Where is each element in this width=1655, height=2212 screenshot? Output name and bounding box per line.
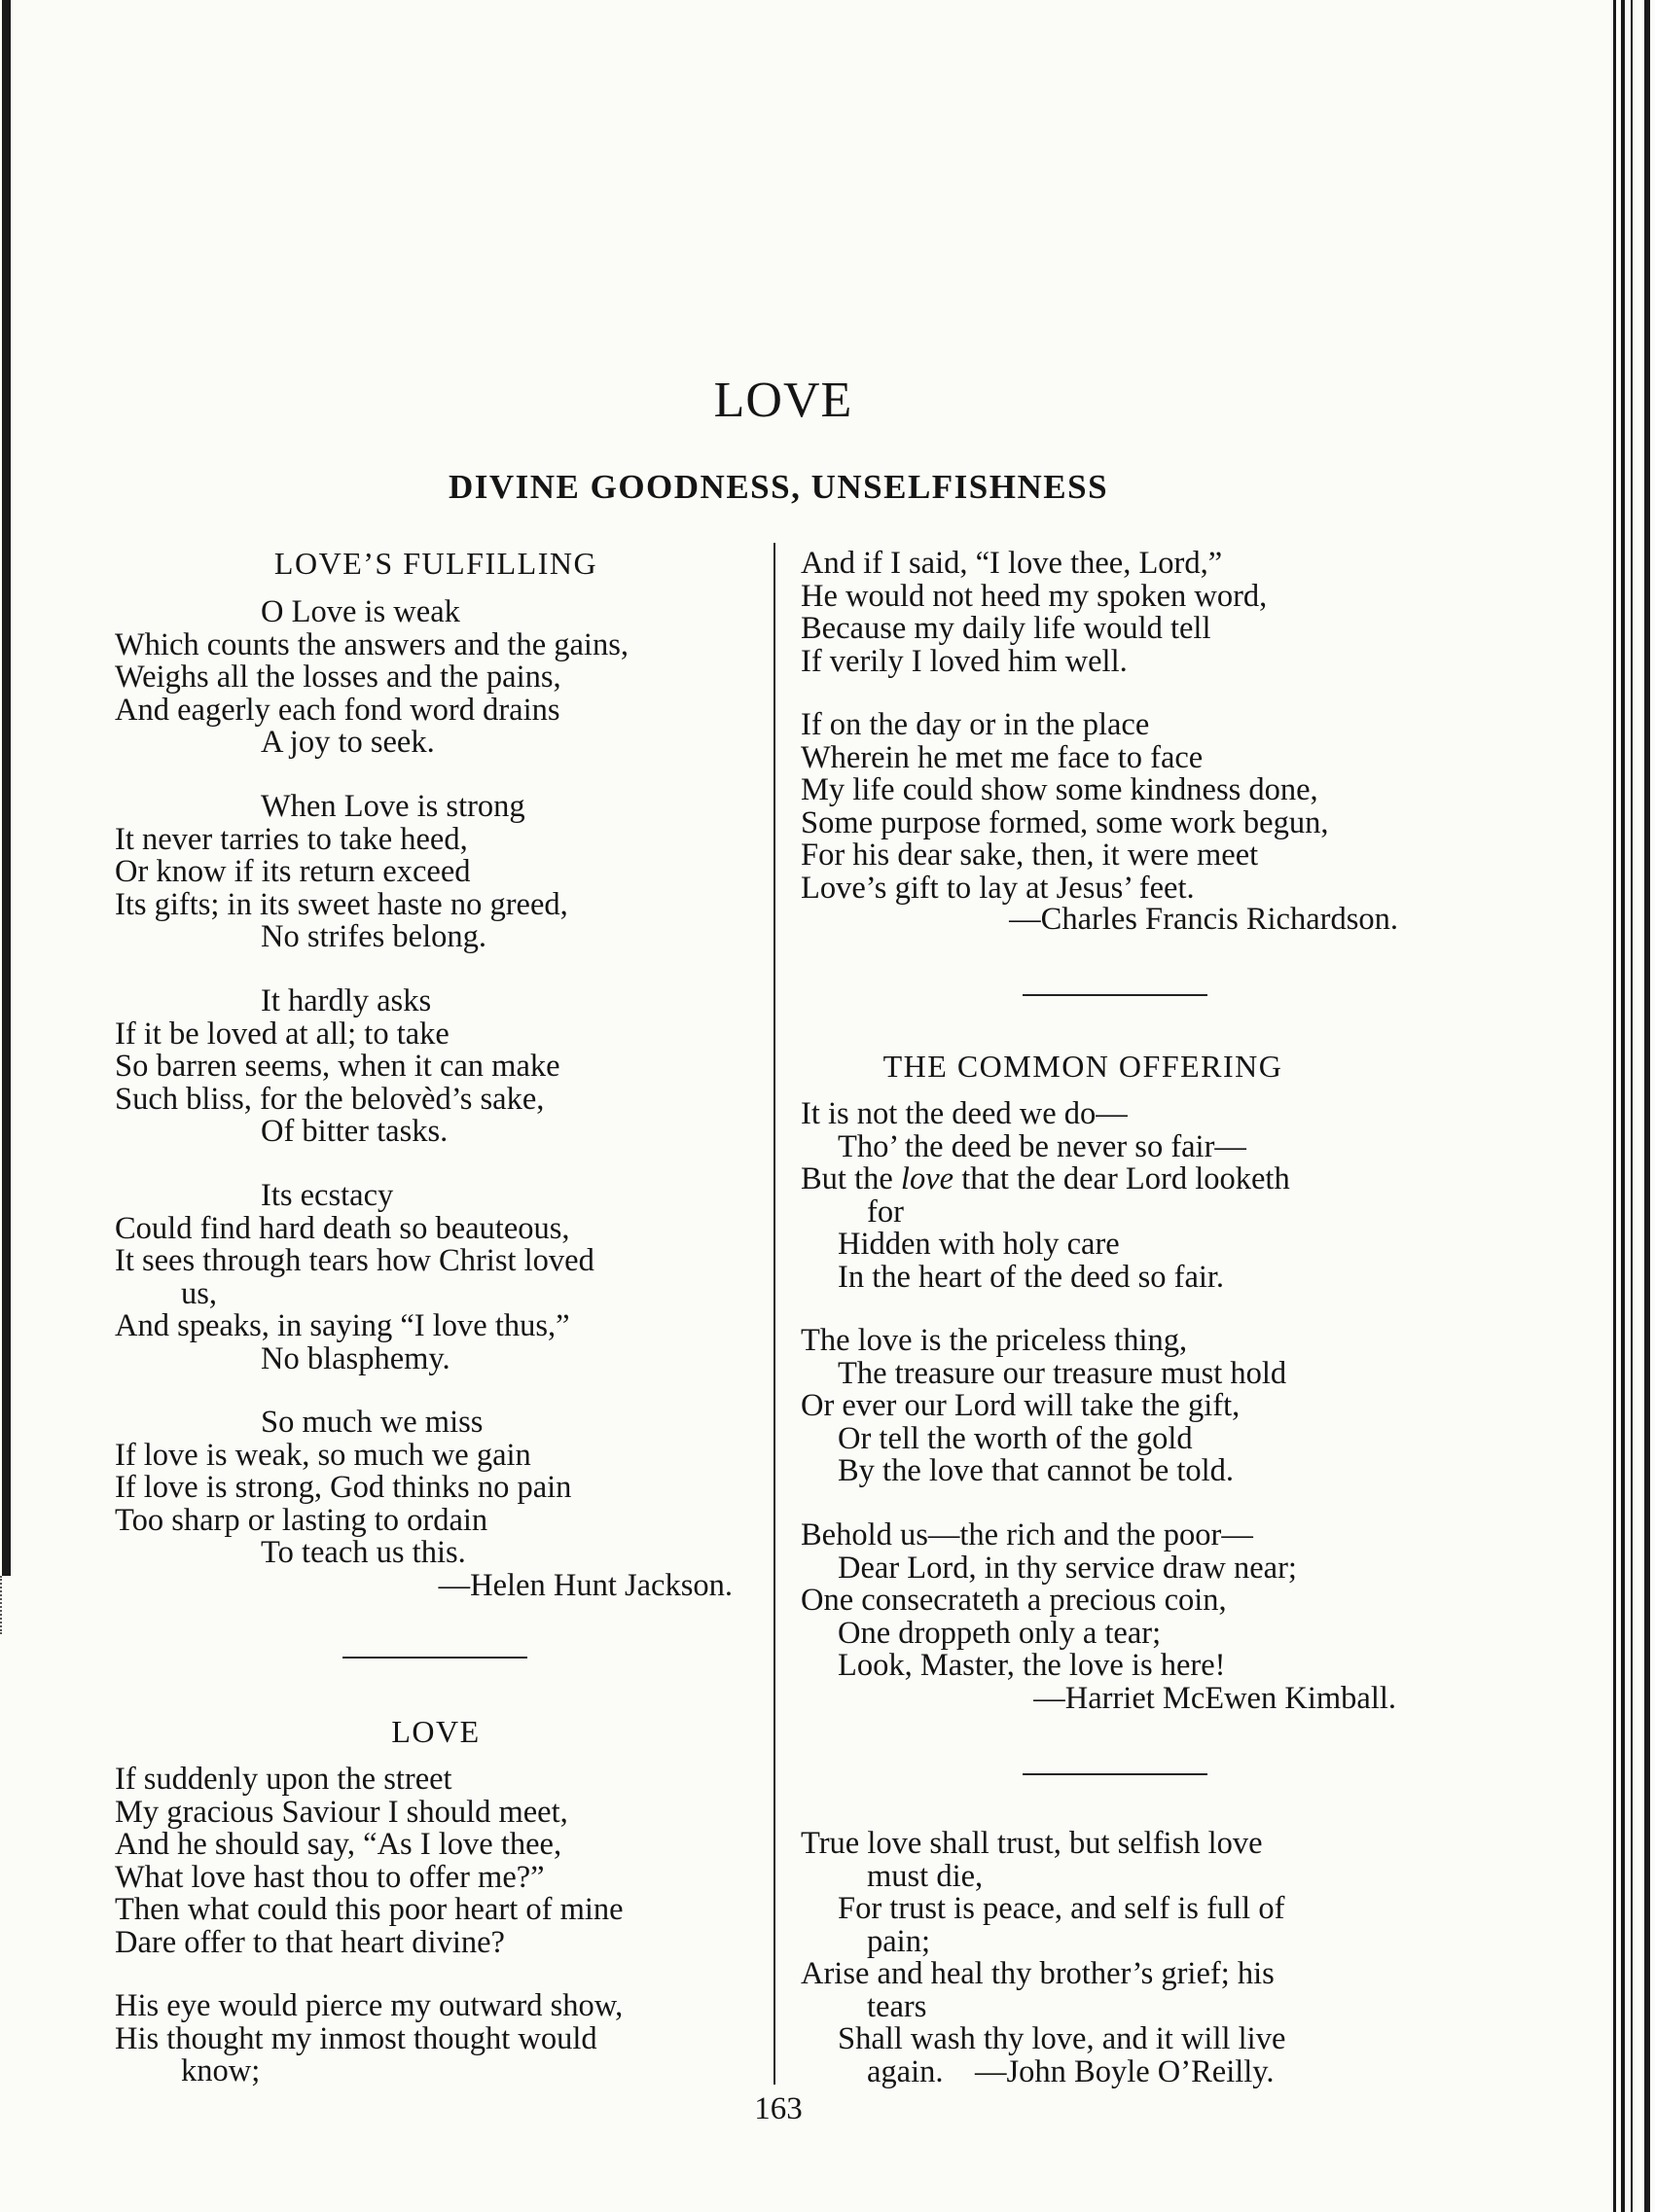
poem-line: Too sharp or lasting to ordain: [115, 1502, 488, 1538]
poem-line: His eye would pierce my outward show,: [115, 1988, 624, 2023]
poem-line: know;: [181, 2053, 261, 2088]
poem-line: Because my daily life would tell: [801, 611, 1211, 646]
poem-line: If verily I loved him well.: [801, 643, 1128, 679]
stanza: [801, 1519, 1462, 1683]
poem-line: must die,: [867, 1858, 984, 1894]
poem-line: And speaks, in saying “I love thus,”: [115, 1308, 570, 1343]
poem-line: For his dear sake, then, it were meet: [801, 838, 1259, 873]
poem-line: One consecrateth a precious coin,: [801, 1583, 1227, 1618]
poem-line: Tho’ the deed be never so fair—: [838, 1128, 1246, 1164]
stanza: [115, 985, 757, 1149]
stanza: [115, 1180, 757, 1375]
poem-author: —Charles Francis Richardson.: [1009, 902, 1398, 937]
page-edge-specks: [0, 1576, 5, 1634]
stanza: [115, 1407, 757, 1570]
page-binding-edge-left: [2, 0, 11, 1576]
section-rule: [342, 1657, 527, 1659]
stanza: [801, 548, 1462, 678]
page-edge-right-line: [1621, 0, 1625, 2212]
poem-line: [801, 1163, 1462, 1196]
poem-line: My life could show some kindness done,: [801, 772, 1318, 807]
poem-line: In the heart of the deed so fair.: [838, 1259, 1225, 1295]
poem-line: No blasphemy.: [261, 1340, 450, 1376]
poem-line: pain;: [867, 1923, 930, 1959]
poem-title-common-offering: THE COMMON OFFERING: [882, 1049, 1283, 1084]
poem-author: —Harriet McEwen Kimball.: [1033, 1681, 1396, 1716]
poem-line: Weighs all the losses and the pains,: [115, 660, 561, 695]
page-title: LOVE: [713, 373, 853, 428]
poem-line: Its ecstacy: [261, 1178, 394, 1213]
poem-line: Then what could this poor heart of mine: [115, 1892, 624, 1927]
poem-line: To teach us this.: [261, 1535, 466, 1570]
poem-line: The treasure our treasure must hold: [838, 1355, 1287, 1391]
poem-line: If on the day or in the place: [801, 707, 1150, 742]
poem-line: So much we miss: [261, 1405, 484, 1440]
poem-line: Could find hard death so beauteous,: [115, 1210, 570, 1246]
section-rule: [1023, 1773, 1207, 1775]
poem-line: O Love is weak: [261, 594, 460, 629]
poem-line: [801, 2053, 1462, 2089]
stanza: [801, 1325, 1462, 1488]
poem-line-part: that the dear Lord looketh: [961, 1161, 1290, 1196]
poem-line: No strifes belong.: [261, 919, 486, 954]
poem-author: —John Boyle O’Reilly.: [975, 2053, 1275, 2089]
poem-line: It sees through tears how Christ loved: [115, 1243, 594, 1278]
poem-line: Love’s gift to lay at Jesus’ feet.: [801, 870, 1195, 906]
poem-line: When Love is strong: [261, 789, 525, 824]
poem-line: Such bliss, for the belovèd’s sake,: [115, 1081, 545, 1117]
poem-line: Wherein he met me face to face: [801, 739, 1204, 775]
poem-title-loves-fulfilling: LOVE’S FULFILLING: [273, 546, 598, 581]
poem-line: If love is strong, God thinks no pain: [115, 1470, 572, 1505]
stanza: [801, 1098, 1462, 1294]
poem-line: My gracious Saviour I should meet,: [115, 1794, 568, 1830]
poem-line: If it be loved at all; to take: [115, 1016, 450, 1052]
stanza: [115, 1990, 757, 2088]
poem-line: Behold us—the rich and the poor—: [801, 1517, 1253, 1552]
poem-line: So barren seems, when it can make: [115, 1049, 560, 1084]
poem-line: A joy to seek.: [261, 725, 435, 760]
stanza: [801, 1828, 1462, 2088]
poem-line-part: again.: [867, 2053, 944, 2089]
stanza: [115, 1764, 757, 1959]
poem-line: Dare offer to that heart divine?: [115, 1924, 505, 1960]
poem-line: Dear Lord, in thy service draw near;: [838, 1550, 1297, 1586]
page-subtitle: DIVINE GOODNESS, UNSELFISHNESS: [448, 468, 1109, 506]
poem-line: Some purpose formed, some work begun,: [801, 804, 1329, 840]
poem-line: If suddenly upon the street: [115, 1762, 452, 1797]
poem-line: For trust is peace, and self is full of: [838, 1891, 1285, 1926]
poem-line: us,: [181, 1275, 218, 1311]
page-edge-right-line: [1613, 0, 1616, 2212]
poem-line: His thought my inmost thought would: [115, 2020, 597, 2056]
poem-line: It never tarries to take heed,: [115, 821, 468, 857]
section-rule: [1023, 994, 1207, 996]
stanza: [115, 791, 757, 954]
poem-line: Look, Master, the love is here!: [838, 1648, 1226, 1683]
poem-line: for: [867, 1194, 904, 1230]
emphasis-love: love: [900, 1161, 954, 1196]
poem-line: One droppeth only a tear;: [838, 1615, 1162, 1651]
poem-line: Or know if its return exceed: [115, 854, 471, 889]
poem-line: Its gifts; in its sweet haste no greed,: [115, 886, 568, 922]
poem-line: What love hast thou to offer me?”: [115, 1859, 545, 1895]
poem-line: Shall wash thy love, and it will live: [838, 2021, 1286, 2056]
page-edge-right-line: [1631, 0, 1633, 2212]
poem-line: tears: [867, 1988, 927, 2024]
poem-author: —Helen Hunt Jackson.: [438, 1568, 733, 1603]
poem-line: It is not the deed we do—: [801, 1096, 1128, 1131]
poem-line: If love is weak, so much we gain: [115, 1437, 531, 1473]
poem-line: And if I said, “I love thee, Lord,”: [801, 546, 1223, 581]
poem-line: Or tell the worth of the gold: [838, 1420, 1193, 1456]
poem-line: By the love that cannot be told.: [838, 1453, 1235, 1488]
column-divider: [774, 543, 775, 2085]
poem-line: It hardly asks: [261, 983, 432, 1018]
page-edge-right-line: [1644, 0, 1650, 2212]
poem-line: Or ever our Lord will take the gift,: [801, 1388, 1241, 1423]
poem-title-love: LOVE: [391, 1714, 481, 1749]
stanza: [115, 596, 757, 760]
poem-line: He would not heed my spoken word,: [801, 578, 1268, 614]
poem-line: Of bitter tasks.: [261, 1114, 449, 1149]
poem-line: And he should say, “As I love thee,: [115, 1827, 562, 1862]
poem-line: Arise and heal thy brother’s grief; his: [801, 1956, 1275, 1991]
stanza: [801, 709, 1462, 905]
poem-line-part: But the: [801, 1161, 893, 1196]
poem-line: True love shall trust, but selfish love: [801, 1826, 1263, 1861]
poem-line: Which counts the answers and the gains,: [115, 626, 629, 662]
poem-line: And eagerly each fond word drains: [115, 692, 560, 728]
poem-line: The love is the priceless thing,: [801, 1323, 1188, 1358]
page-number: 163: [754, 2091, 803, 2126]
poem-line: Hidden with holy care: [838, 1227, 1120, 1262]
